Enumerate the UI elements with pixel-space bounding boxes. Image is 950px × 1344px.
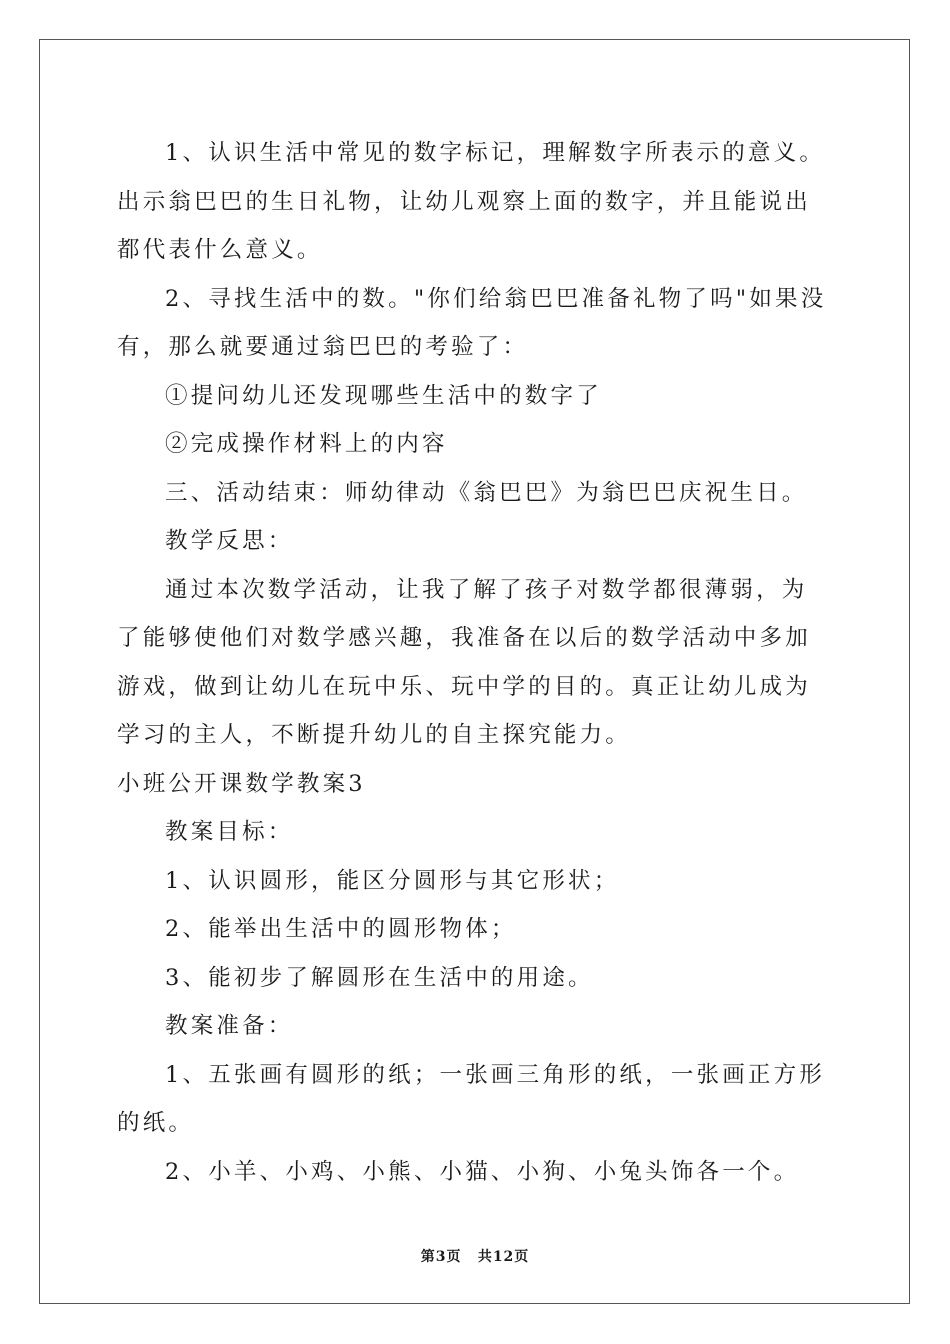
paragraph-14: 1、五张画有圆形的纸；一张画三角形的纸，一张画正方形的纸。 [117,1061,826,1136]
section-heading: 小班公开课数学教案3 [117,770,366,797]
paragraph-12: 3、能初步了解圆形在生活中的用途。 [165,964,594,991]
footer-page-number: 3 [435,1249,447,1265]
footer-total-pages: 12 [492,1249,515,1265]
paragraph-5: 三、活动结束：师幼律动《翁巴巴》为翁巴巴庆祝生日。 [165,479,808,506]
paragraph-9: 教案目标： [165,819,294,845]
paragraph-3: ①提问幼儿还发现哪些生活中的数字了 [165,382,602,409]
footer-page-suffix: 页 [446,1249,462,1265]
document-body [117,129,833,1196]
page-footer [0,1246,950,1266]
paragraph-11: 2、能举出生活中的圆形物体； [165,916,517,942]
paragraph-4: ②完成操作材料上的内容 [165,431,448,457]
paragraph-1: 1、认识生活中常见的数字标记，理解数字所表示的意义。出示翁巴巴的生日礼物，让幼儿观察上面的数字，并且能说出都代表什么意义。 [117,140,826,263]
footer-total-prefix: 共 [477,1249,493,1265]
paragraph-2: 2、寻找生活中的数。"你们给翁巴巴准备礼物了吗"如果没有，那么就要通过翁巴巴的考验了： [117,285,827,360]
paragraph-15: 2、小羊、小鸡、小熊、小猫、小狗、小兔头饰各一个。 [165,1158,800,1185]
paragraph-10: 1、认识圆形，能区分圆形与其它形状； [165,867,620,894]
paragraph-7: 通过本次数学活动，让我了解了孩子对数学都很薄弱，为了能够使他们对数学感兴趣，我准备在以后的数学活动中多加游戏，做到让幼儿在玩中乐、玩中学的目的。真正让幼儿成为学习的主人，不断提升幼儿的自主探究能力。 [117,576,811,748]
paragraph-6: 教学反思： [165,528,294,554]
footer-total-suffix: 页 [514,1249,530,1265]
footer-page-prefix: 第 [420,1249,436,1265]
paragraph-13: 教案准备： [165,1013,294,1039]
